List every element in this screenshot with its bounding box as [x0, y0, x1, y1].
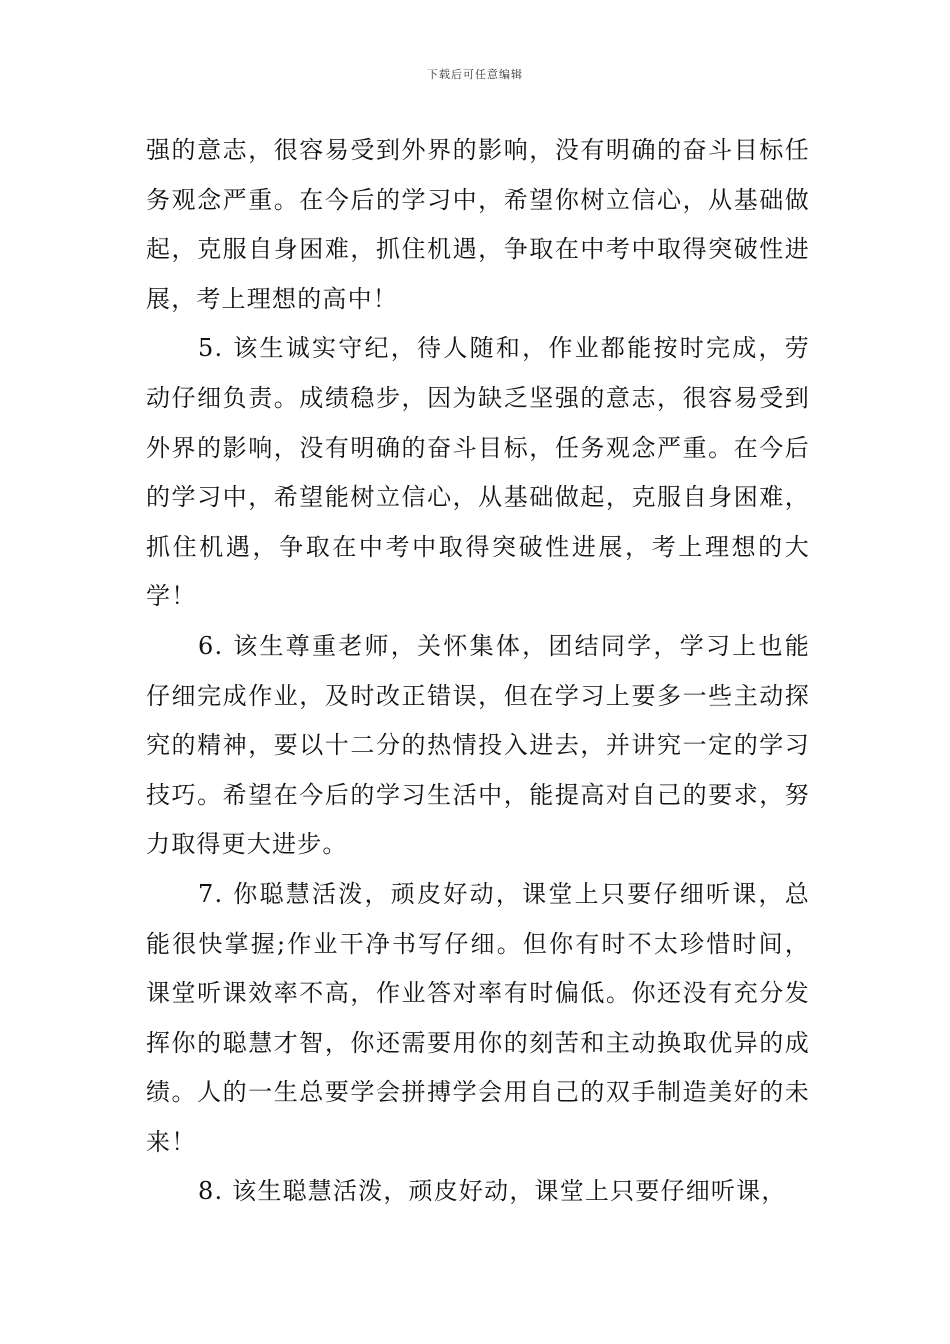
paragraph-item-6: 6. 该生尊重老师，关怀集体，团结同学，学习上也能仔细完成作业，及时改正错误，但在学习上要多一些主动探究的精神，要以十二分的热情投入进去，并讲究一定的学习技巧。希望在今后的学习生活中，能提高对自己的要求，努力取得更大进步。 [146, 631, 810, 859]
paragraph-item-8: 8. 该生聪慧活泼，顽皮好动，课堂上只要仔细听课， [198, 1177, 787, 1206]
paragraph-item-5: 5. 该生诚实守纪，待人随和，作业都能按时完成，劳动仔细负责。成绩稳步，因为缺乏坚强的意志，很容易受到外界的影响，没有明确的奋斗目标，任务观念严重。在今后的学习中，希望能树立信心，从基础做起，克服自身困难，抓住机遇，争取在中考中取得突破性进展，考上理想的大学！ [146, 334, 810, 611]
page-header: 下载后可任意编辑 [427, 68, 523, 81]
paragraph-continuation: 强的意志，很容易受到外界的影响，没有明确的奋斗目标任务观念严重。在今后的学习中，希望你树立信心，从基础做起，克服自身困难，抓住机遇，争取在中考中取得突破性进展，考上理想的高中！ [146, 136, 810, 313]
document-body [146, 126, 810, 1217]
paragraph-item-7: 7. 你聪慧活泼，顽皮好动，课堂上只要仔细听课，总能很快掌握;作业干净书写仔细。但你有时不太珍惜时间，课堂听课效率不高，作业答对率有时偏低。你还没有充分发挥你的聪慧才智，你还需要用你的刻苦和主动换取优异的成绩。人的一生总要学会拼搏学会用自己的双手制造美好的未来！ [146, 879, 810, 1156]
